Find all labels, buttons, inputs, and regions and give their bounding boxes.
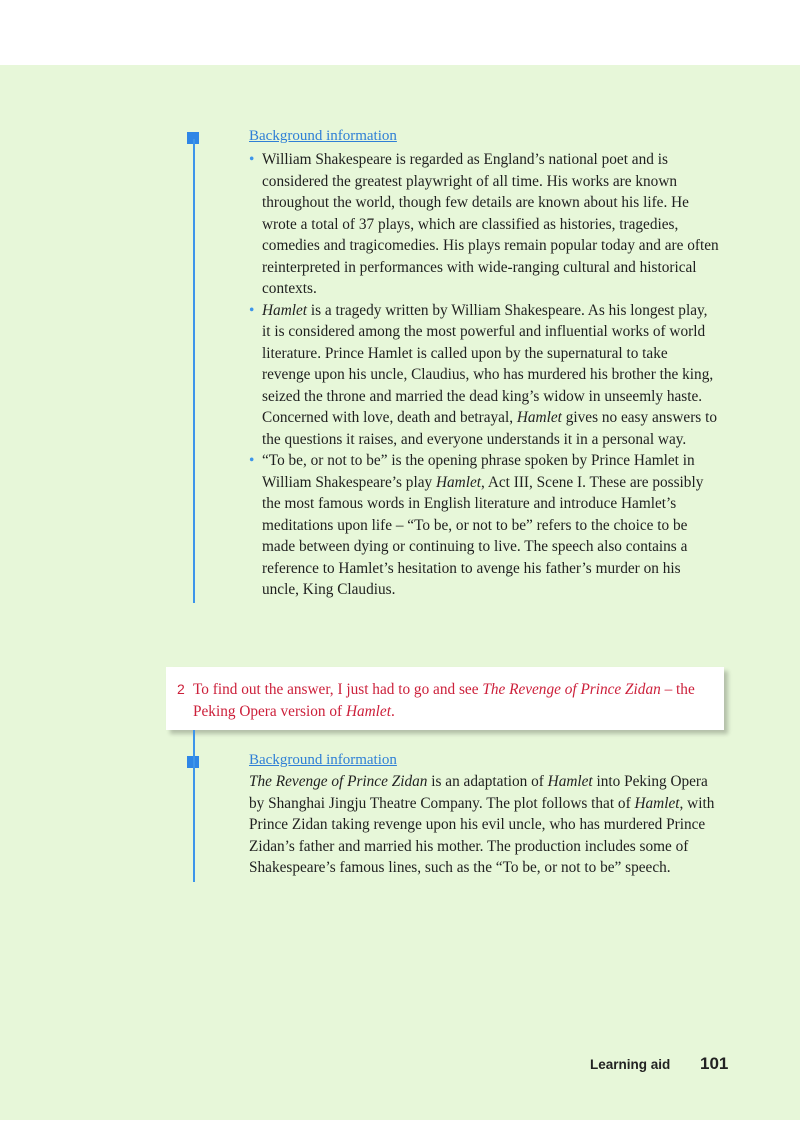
bullet-item xyxy=(249,300,719,451)
bullet-text: “To be, or not to be” is the opening phrase spoken by Prince Hamlet in William Shakespeare’s play xyxy=(262,452,695,491)
work-title: Hamlet xyxy=(547,773,593,790)
bullet-item xyxy=(249,450,719,601)
body-text-part: , with Prince Zidan taking revenge upon his evil uncle, who has murdered Prince Zidan’s father and married his mother. The production includes some of Shakespeare’s famous lines, such as the “To be, or not to be” speech. xyxy=(249,794,715,876)
question-text-part: To find out the answer, I just had to go and see xyxy=(193,681,483,698)
background-info-body xyxy=(249,771,719,879)
work-title: Hamlet xyxy=(345,702,391,720)
question-number: 2 xyxy=(177,681,185,697)
question-text-part: . xyxy=(390,702,395,720)
bullet-text: gives no easy answers to the questions it raises, and everyone understands it in a personal way. xyxy=(262,409,717,448)
work-title: The Revenge of Prince Zidan xyxy=(482,681,661,698)
work-title: Hamlet xyxy=(634,794,680,812)
section-rule xyxy=(193,730,195,882)
body-text-part: into Peking Opera by Shanghai Jingju Theatre Company. The plot follows that of xyxy=(249,773,708,812)
footer-label: Learning aid xyxy=(590,1057,671,1072)
bullet-icon: • xyxy=(249,452,255,469)
question-text-part: – the Peking Opera version of xyxy=(193,681,695,720)
background-info-body xyxy=(249,149,719,601)
work-title: Hamlet xyxy=(516,409,562,426)
bullet-list xyxy=(249,149,719,601)
bullet-text: , Act III, Scene I. These are possibly the most famous words in English literature and introduce Hamlet’s meditations upon life – “To be, or not to be” refers to the choice to be made between dying or continuing to live. The speech also contains a reference to Hamlet’s hesitation to avenge his father’s murder on his uncle, King Claudius. xyxy=(262,473,704,598)
bullet-text: William Shakespeare is regarded as England’s national poet and is considered the greatest playwright of all time. His works are known throughout the world, though few details are known about his life. He wrote a total of 37 plays, which are classified as histories, tragedies, comedies and tragicomedies. His plays remain popular today and are often reinterpreted in performances with wide-ranging cultural and historical contexts. xyxy=(262,151,719,297)
bullet-icon: • xyxy=(249,151,255,168)
bullet-text: is a tragedy written by William Shakespeare. As his longest play, it is considered among the most powerful and influential works of world literature. Prince Hamlet is called upon by the supernatural to take revenge upon his uncle, Claudius, who has murdered his brother the king, seized the throne and married the dead king’s widow in unseemly haste. Concerned with love, death and betrayal, xyxy=(262,301,714,426)
body-text-part: is an adaptation of xyxy=(427,773,548,790)
background-info-heading: Background information xyxy=(249,128,397,144)
page-number: 101 xyxy=(700,1054,729,1073)
question-text xyxy=(193,679,713,722)
bullet-icon: • xyxy=(249,301,255,319)
section-rule xyxy=(193,139,195,603)
work-title: The Revenge of Prince Zidan xyxy=(249,773,428,790)
work-title: Hamlet xyxy=(435,473,482,491)
bullet-item xyxy=(249,149,719,300)
work-title: Hamlet xyxy=(262,301,308,319)
background-info-heading: Background information xyxy=(249,752,397,768)
